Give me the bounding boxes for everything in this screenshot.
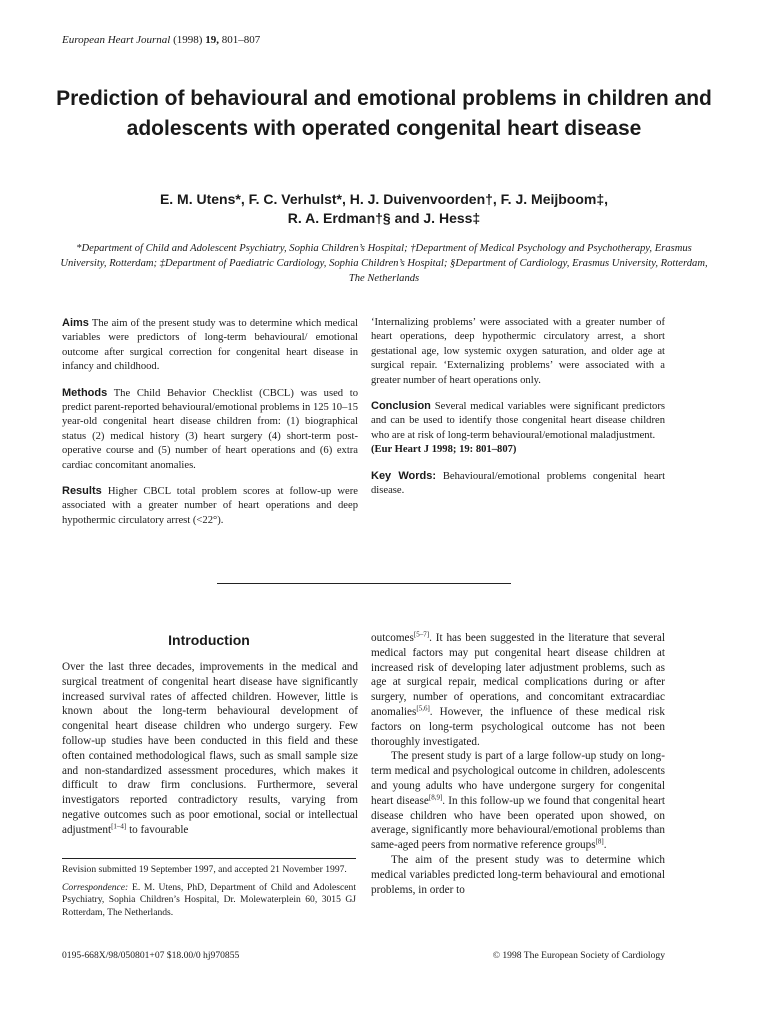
introduction-left-column bbox=[62, 660, 358, 838]
section-divider bbox=[217, 583, 511, 584]
ref-5-6: [5,6] bbox=[416, 704, 430, 713]
abstract-right-column bbox=[371, 316, 665, 509]
abstract-aims bbox=[62, 316, 358, 375]
keywords-text: Behavioural/emotional problems congenital heart disease. bbox=[371, 470, 666, 497]
intro-right-paragraph-2 bbox=[371, 749, 665, 853]
keywords bbox=[371, 469, 665, 499]
revision-note: Revision submitted 19 September 1997, and accepted 21 November 1997. bbox=[62, 864, 347, 875]
introduction-heading: Introduction bbox=[168, 632, 250, 648]
intro-r-p1b: . However, the influence of these medical risk factors on long-term psychological outcome has not been thoroughly investigated. bbox=[371, 705, 665, 748]
intro-r-p2a: The present study is part of a large follow-up study on long-term medical and psychological outcome in children, adolescents and young adults who have undergone surgery for congenital heart disease bbox=[371, 750, 665, 807]
correspondence-label: Correspondence: bbox=[62, 881, 129, 893]
journal-pages: 801–807 bbox=[221, 34, 261, 46]
intro-r-p2c: . bbox=[603, 839, 607, 852]
journal-year: (1998) bbox=[173, 34, 203, 46]
aims-heading: Aims bbox=[62, 317, 89, 329]
authors-line-2: R. A. Erdman†§ and J. Hess‡ bbox=[287, 210, 481, 226]
copyright-notice: © 1998 The European Society of Cardiology bbox=[492, 950, 665, 961]
article-title: Prediction of behavioural and emotional problems in children and adolescents with operated congenital heart disease bbox=[56, 87, 712, 140]
journal-name: European Heart Journal bbox=[62, 34, 171, 46]
abstract-conclusion bbox=[371, 399, 665, 443]
article-code: 0195-668X/98/050801+07 $18.00/0 hj970855 bbox=[62, 950, 240, 961]
intro-p1-text: Over the last three decades, improvements in the medical and surgical treatment of congenital heart disease have significantly increased survival rates of affected children. However, little is known about the long-term behavioural development of congenital heart disease children who undergo surgery. Few follow-up studies have been conducted in this field and these often contained methodological flaws, such as small sample size and non-standardized assessment procedures, which makes it difficult to draw firm conclusions. Furthermore, several investigators reported contradictory results, varying from negative outcomes such as poor emotional, social or intellectual adjustment bbox=[62, 661, 358, 836]
journal-citation bbox=[62, 34, 260, 46]
results-continued: ‘Internalizing problems’ were associated with a greater number of heart operations, deep hypothermic circulatory arrest, a short gestational age, low systemic oxygen saturation, and older age at surgical repair. ‘Externalizing problems’ were associated with a greater number of heart operations only. bbox=[371, 317, 665, 386]
abstract-results bbox=[62, 484, 358, 528]
authors-line-1: E. M. Utens*, F. C. Verhulst*, H. J. Duivenvoorden†, F. J. Meijboom‡, bbox=[159, 191, 609, 207]
ref-8: [8] bbox=[595, 837, 604, 846]
intro-r-p2b: . In this follow-up we found that congenital heart disease children who have been operated upon showed, on average, significantly more behavioural/emotional problems than same-aged peers from normative reference groups bbox=[371, 794, 666, 852]
ref-8-9: [8,9] bbox=[428, 793, 443, 802]
footnotes bbox=[62, 864, 356, 924]
intro-paragraph-1 bbox=[62, 660, 358, 838]
intro-r-p1a: . It has been suggested in the literature that several medical factors may put congenital heart disease children at increased risk of developing later adjustment problems, such as age at surgical repair, medical complications during or after surgery, number of operations, and concomitant extracardiac anomalies bbox=[371, 632, 665, 718]
intro-right-paragraph-3: The aim of the present study was to determine which medical variables predicted long-term behavioural and emotional problems, in order to bbox=[371, 853, 665, 896]
conclusion-heading: Conclusion bbox=[371, 400, 431, 413]
conclusion-text: Several medical variables were significant predictors and can be used to identify those congenital heart disease children who are at risk of long-term behavioural/emotional maladjustment. bbox=[371, 401, 665, 441]
aims-text: The aim of the present study was to determine which medical variables were predictors of long-term behavioural/ emotional outcome after surgical correction for congenital heart disease in infancy and childhood. bbox=[62, 318, 358, 373]
abstract-methods bbox=[62, 386, 358, 473]
intro-p1-end: to favourable bbox=[129, 823, 189, 836]
citation-line: (Eur Heart J 1998; 19: 801–807) bbox=[371, 444, 517, 456]
correspondence-text: E. M. Utens, PhD, Department of Child and Adolescent Psychiatry, Sophia Children’s Hospital, Dr. Molewaterplein 60, 3015 GJ Rotterdam, The Netherlands. bbox=[62, 881, 356, 918]
intro-right-paragraph-1 bbox=[371, 631, 665, 749]
methods-heading: Methods bbox=[62, 386, 108, 399]
keywords-heading: Key Words: bbox=[371, 469, 437, 482]
ref-1-4: [1–4] bbox=[111, 822, 127, 831]
results-heading: Results bbox=[62, 485, 102, 498]
intro-r-start: outcomes bbox=[371, 632, 414, 644]
introduction-right-column bbox=[371, 631, 665, 897]
author-list bbox=[60, 190, 708, 228]
methods-text: The Child Behavior Checklist (CBCL) was used to predict parent-reported behavioural/emotional problems in 125 10–15 year-old congenital heart disease children from: (1) biographical status (2) medical history (3) heart surgery (4) short-term post-operative course and (5) number of heart operations and (6) extra cardiac concomitant anomalies. bbox=[62, 387, 358, 471]
journal-volume: 19, bbox=[205, 34, 219, 46]
abstract-left-column bbox=[62, 316, 358, 539]
affiliations: *Department of Child and Adolescent Psychiatry, Sophia Children’s Hospital; †Department of Medical Psychology and Psychotherapy, Erasmus University, Rotterdam; ‡Department of Paediatric Cardiology, Sophia Children’s Hospital; §Department of Cardiology, Erasmus University, Rotterdam, The Netherlands bbox=[60, 243, 708, 284]
ref-5-7: [5–7] bbox=[413, 630, 430, 639]
results-text: Higher CBCL total problem scores at follow-up were associated with a greater number of heart operations and deep hypothermic circulatory arrest (<22°). bbox=[62, 486, 358, 526]
footnote-divider bbox=[62, 858, 356, 859]
correspondence-note bbox=[62, 882, 356, 920]
